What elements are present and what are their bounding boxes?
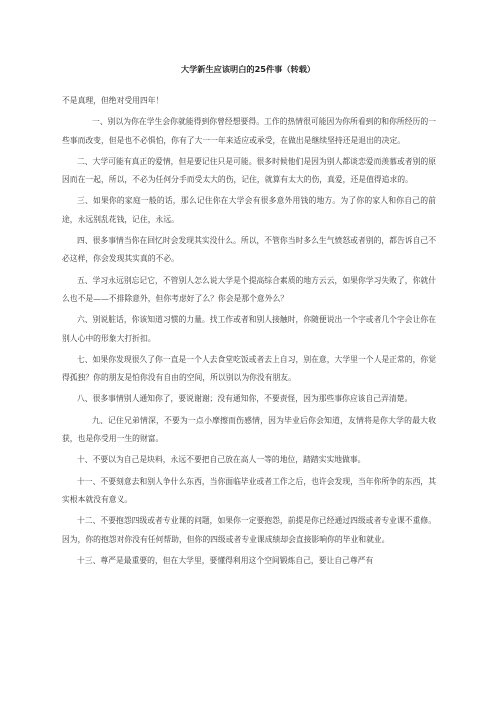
paragraph-5: 五、学习永远别忘记它，不管别人怎么说大学是个提高综合素质的地方云云，如果你学习失败了，你就什么也不是——不排除意外，但你考虑好了么？你会是那个意外么？ <box>62 275 436 303</box>
intro-line: 不是真理，但绝对受用四年！ <box>62 96 164 105</box>
paragraph-8: 八、很多事情别人通知你了，要说谢谢；没有通知你，不要责怪，因为那些事你应该自己弄清楚。 <box>77 394 413 404</box>
paragraph-12: 十二、不要抱怨四级或者专业课的问题，如果你一定要抱怨，前提是你已经通过四级或者专业课不重修。因为，你的抱怨对你没有任何帮助，但你的四级或者专业课成绩却会直接影响你的毕业和就业。 <box>62 516 436 544</box>
paragraph-11: 十一、不要刻意去和别人争什么东西，当你面临毕业或者工作之后，也许会发现，当年你所争的东西，其实根本就没有意义。 <box>62 476 436 504</box>
paragraph-3: 三、如果你的家庭一般的话，那么记住你在大学会有很多意外用钱的地方。为了你的家人和你自己的前途，永远别乱花钱，记住，永远。 <box>62 196 436 224</box>
paragraph-13: 十三、尊严是最重要的，但在大学里，要懂得利用这个空间锻炼自己，要让自己尊严有 <box>77 555 374 565</box>
paragraph-4: 四、很多事情当你在回忆时会发现其实没什么。所以，不管你当时多么生气愤怒或者别的，都告诉自己不必这样，你会发现其实真的不必。 <box>62 236 436 264</box>
paragraph-9: 九、记住兄弟情深，不要为一点小摩擦而伤感情，因为毕业后你会知道，友情将是你大学的最大收获，也是你受用一生的财富。 <box>62 415 436 444</box>
paragraph-6: 六、别说脏话，你该知道习惯的力量。找工作或者和别人接触时，你随便说出一个字或者几个字会让你在别人心中的形象大打折扣。 <box>62 315 436 343</box>
paragraph-7: 七、如果你发现很久了你一直是一个人去食堂吃饭或者去上自习，别在意，大学里一个人是正常的，你觉得孤独？你的朋友是怕你没有自由的空间，所以别以为你没有朋友。 <box>62 354 436 383</box>
document-body <box>62 92 436 573</box>
paragraph-1: 一、别以为你在学生会你就能得到你曾经想要得。工作的热情很可能因为你所看到的和你所经历的一些事而改变，但是也不必惧怕，你有了大一一年来适应或承受，在做出是继续坚持还是退出的决定。 <box>62 117 436 145</box>
document-title: 大学新生应该明白的25件事（转载） <box>180 64 316 74</box>
paragraph-2: 二、大学可能有真正的爱情，但是要记住只是可能。很多时候他们是因为别人都谈恋爱而羡慕或者别的原因而在一起，所以，不必为任何分手而受太大的伤，记住，就算有太大的伤，真爱，还是值得追求的。 <box>62 156 436 185</box>
paragraph-10: 十、不要以为自己是块料，永远不要把自己放在高人一等的地位，踏踏实实地做事。 <box>77 455 366 465</box>
